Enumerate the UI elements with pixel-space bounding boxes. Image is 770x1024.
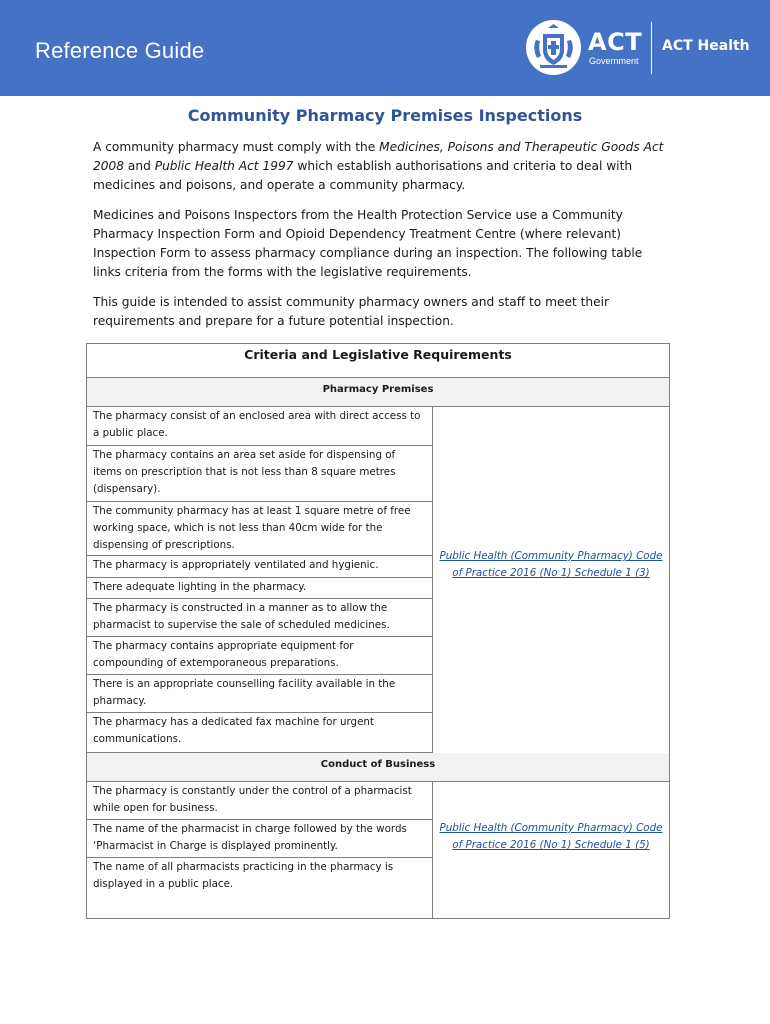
section-heading-pharmacy-premises: Pharmacy Premises [87, 378, 669, 407]
table-row: The pharmacy has a dedicated fax machine for urgent communications. [87, 713, 433, 753]
table-row: The pharmacy is constructed in a manner as to allow the pharmacist to supervise the sale of scheduled medicines. [87, 599, 433, 637]
act-crest-icon [526, 20, 581, 75]
table-row: There adequate lighting in the pharmacy. [87, 578, 433, 599]
table-row: The community pharmacy has at least 1 square metre of free working space, which is not less than 40cm wide for the dispensing of prescriptions. [87, 502, 433, 556]
header-title: Reference Guide [35, 38, 205, 63]
section-heading-conduct-of-business: Conduct of Business [87, 753, 669, 782]
legislation-link-schedule-1-5[interactable]: Public Health (Community Pharmacy) Code of Practice 2016 (No 1) Schedule 1 (5) [439, 822, 663, 851]
table-title: Criteria and Legislative Requirements [87, 344, 669, 378]
table-row: The name of all pharmacists practicing in the pharmacy is displayed in a public place. [87, 858, 433, 918]
table-row: There is an appropriate counselling facility available in the pharmacy. [87, 675, 433, 713]
logo-act-text: ACT [588, 28, 643, 56]
table-row: The pharmacy consist of an enclosed area with direct access to a public place. [87, 407, 433, 446]
legislation-reference-1[interactable] [433, 548, 669, 582]
act-name-public-health: Public Health Act 1997 [154, 159, 294, 173]
table-row: The pharmacy contains appropriate equipment for compounding of extemporaneous preparations. [87, 637, 433, 675]
page-title: Community Pharmacy Premises Inspections [187, 106, 583, 125]
table-row: The pharmacy is constantly under the control of a pharmacist while open for business. [87, 782, 433, 820]
legislation-reference-2[interactable] [433, 820, 669, 854]
header-banner [0, 0, 770, 96]
logo-government-text: Government [589, 56, 639, 66]
intro-paragraph-3: This guide is intended to assist community pharmacy owners and staff to meet their requirements and prepare for a future potential inspection. [93, 295, 609, 328]
criteria-table [86, 343, 670, 919]
act-name-medicines: Medicines, Poisons and Therapeutic Goods Act 2008 [93, 140, 664, 173]
table-row: The name of the pharmacist in charge followed by the words ‘Pharmacist in Charge is displayed prominently. [87, 820, 433, 858]
table-row: The pharmacy is appropriately ventilated and hygienic. [87, 556, 433, 578]
logo-divider [651, 22, 652, 74]
table-row: The pharmacy contains an area set aside for dispensing of items on prescription that is not less than 8 square metres (dispensary). [87, 446, 433, 502]
intro-paragraph-1: A community pharmacy must comply with the Medicines, Poisons and Therapeutic Goods Act 2008 and Public Health Act 1997 which establish authorisations and criteria to deal with medicines and poisons, and operate a community pharmacy. [93, 140, 664, 192]
logo-act-health-text: ACT Health [662, 38, 750, 54]
legislation-link-schedule-1-3[interactable]: Public Health (Community Pharmacy) Code of Practice 2016 (No 1) Schedule 1 (3) [439, 550, 663, 579]
intro-paragraph-2: Medicines and Poisons Inspectors from the Health Protection Service use a Community Pharmacy Inspection Form and Opioid Dependency Treatment Centre (where relevant) Inspection Form to assess pharmacy compliance during an inspection. The following table links criteria from the forms with the legislative requirements. [93, 208, 643, 279]
